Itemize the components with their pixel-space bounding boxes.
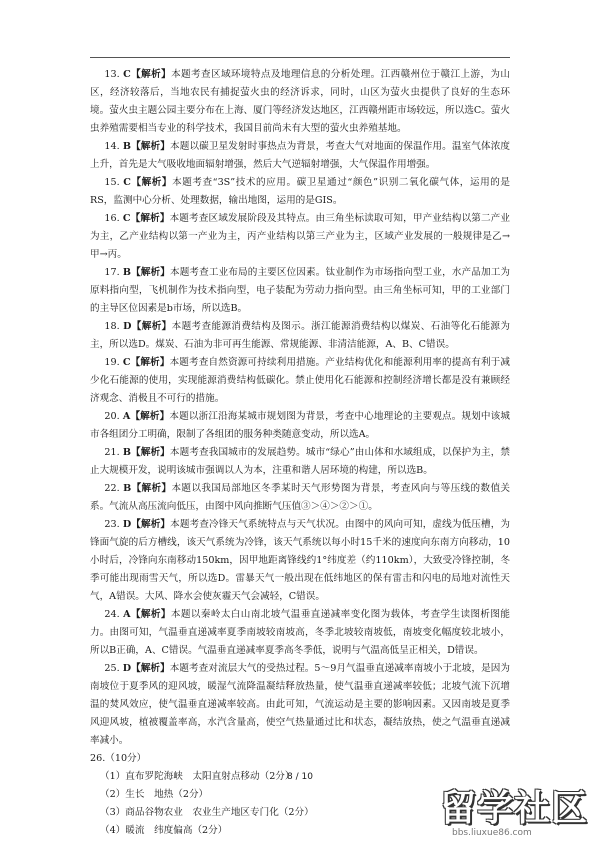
paragraph-q16: 16. C【解析】本题考查区域发展阶段及其特点。由三角坐标读取可知，甲产业结构以第二产业为主，乙产业结构以第一产业为主，丙产业结构以第三产业为主，区域产业发展的一般规律是乙→甲→丙。 bbox=[90, 213, 511, 260]
question-26-answer-2: （2）生长 地热（2分） bbox=[100, 789, 209, 800]
paragraph-q21: 21. B【解析】本题考查我国城市的发展趋势。城市“绿心”由山体和水域组成，以保护为主，禁止大规模开发，说明该城市强调以人为本，注重和谐人居环境的构建，所以选B。 bbox=[90, 447, 510, 476]
question-26-answer-1: （1）直布罗陀海峡 太阳直射点移动（2分） bbox=[100, 771, 295, 782]
paragraph-q22: 22. B【解析】本题以我国局部地区冬季某时天气形势图为背景，考查风向与等压线的数值关系。气流从高压流向低压，由图中风向推断气压值③＞④＞②＞①。 bbox=[90, 483, 511, 512]
paragraph-q18: 18. D【解析】本题考查能源消费结构及图示。浙江能源消费结构以煤炭、石油等化石能源为主，所以选D。煤炭、石油为非可再生能源、常规能源、非清洁能源，A、B、C错误。 bbox=[90, 321, 510, 350]
paragraph-q23: 23. D【解析】本题考查冷锋天气系统特点与天气状况。由图中的风向可知，虚线为低压槽，为锋面气旋的后方槽线，该天气系统为冷锋，该天气系统以每小时15千米的速度向东南方向移动，10小时后，冷锋向东南移动150km，因甲地距离锋线约1°纬度差（约110km），大致受冷锋控制，冬季可能出现雨雪天气，所以选D。雷暴天气一般出现在低纬地区的保有雷击和闪电的局地对流性天气，A错误。大风、降水会使灰霾天气会减轻，C错误。 bbox=[90, 519, 510, 602]
paragraph-q24: 24. A【解析】本题以秦岭太白山南北坡气温垂直递减率变化图为载体，考查学生读图析图能力。由图可知，气温垂直递减率夏季南坡较南坡高，冬季北坡较南坡低，南坡变化幅度较北坡小，所以B正确，A、C错误。气温垂直递减率夏季高冬季低，说明与气温高低呈正相关，D错误。 bbox=[90, 609, 510, 656]
watermark-logo: 留学社区 bbox=[440, 788, 589, 829]
paragraph-q20: 20. A【解析】本题以浙江沿海某城市规划图为背景，考查中心地理论的主要观点。规划中该城市各组团分工明确，限制了各组团的服务种类随意变动，所以选A。 bbox=[90, 411, 510, 440]
paragraph-q15: 15. C【解析】本题考查“3S”技术的应用。碳卫星通过“颜色”识别二氧化碳气体，运用的是RS，监测中心分析、处理数据，输出地图，运用的是GIS。 bbox=[90, 177, 510, 206]
paragraph-q14: 14. B【解析】本题以碳卫星发射时事热点为背景，考查大气对地面的保温作用。温室气体浓度上升，首先是大气吸收地面辐射增强，然后大气逆辐射增强，大气保温作用增强。 bbox=[90, 141, 511, 170]
paragraph-q25: 25. D【解析】本题考查对流层大气的受热过程。5～9月气温垂直递减率南坡小于北坡，是因为南坡位于夏季风的迎风坡，暖湿气流降温凝结释放热量，使气温垂直递减率较低；北坡气流下沉增温的焚风效应，使气温垂直递减率较高。由此可知，气流运动是主要的影响因素。又因南坡是夏季风迎风坡，植被覆盖率高，水汽含量高，使空气热量通过比和状态，凝结放热，使之气温垂直递减率减小。 bbox=[90, 663, 510, 746]
question-26-title: 26.（10分） bbox=[90, 753, 147, 764]
page-number: 8 / 10 bbox=[287, 772, 313, 782]
question-26-answer-4: （4）暖流 纬度偏高（2分） bbox=[100, 825, 228, 836]
answer-explanations bbox=[90, 66, 510, 840]
watermark-url: bbs.liuxue86.com bbox=[452, 828, 532, 838]
paragraph-q13: 13. C【解析】本题考查区域环境特点及地理信息的分析处理。江西赣州位于赣江上游，为山区，经济较落后，当地农民有捕捉萤火虫的经济诉求，同时，山区为萤火虫提供了良好的生态环境。萤火虫主题公园主要分布在上海、厦门等经济发达地区，江西赣州距市场较远，所以选C。萤火虫养殖需要相当专业的科学技术，我国目前尚未有大型的萤火虫养殖基地。 bbox=[90, 69, 511, 134]
paragraph-q19: 19. C【解析】本题考查自然资源可持续利用措施。产业结构优化和能源利用率的提高有利于减少化石能源的使用，实现能源消费结构低碳化。禁止使用化石能源和控制经济增长都是没有兼顾经济观念、消极且不可行的措施。 bbox=[90, 357, 511, 404]
header-rule bbox=[90, 57, 510, 58]
paragraph-q17: 17. B【解析】本题考查工业布局的主要区位因素。钛业制作为市场指向型工业，水产品加工为原料指向型，飞机制作为技术指向型，电子装配为劳动力指向型。由三角坐标可知，甲的工业部门的主导区位因素是b市场，所以选B。 bbox=[90, 267, 511, 314]
question-26-answer-3: （3）商品谷物农业 农业生产地区专门化（2分） bbox=[100, 807, 314, 818]
